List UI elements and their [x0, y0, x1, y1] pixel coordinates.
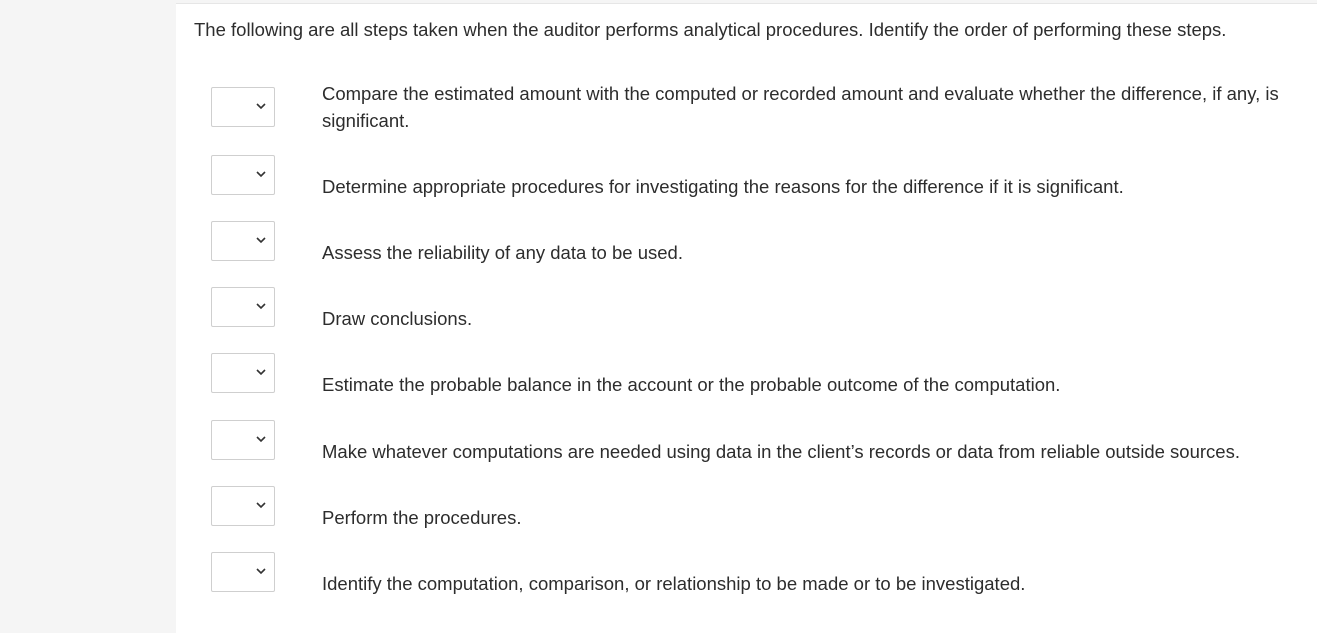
question-instructions: The following are all steps taken when the auditor performs analytical procedures. Identify the order of performing these steps.	[194, 19, 1227, 40]
order-dropdown[interactable]	[211, 552, 275, 592]
chevron-down-icon	[256, 500, 266, 510]
step-text: Make whatever computations are needed using data in the client’s records or data from reliable outside sources.	[322, 441, 1240, 462]
chevron-down-icon	[256, 235, 266, 245]
order-dropdown[interactable]	[211, 221, 275, 261]
chevron-down-icon	[256, 566, 266, 576]
question-panel	[176, 3, 1317, 633]
order-dropdown[interactable]	[211, 287, 275, 327]
step-text: Determine appropriate procedures for investigating the reasons for the difference if it is significant.	[322, 176, 1124, 197]
chevron-down-icon	[256, 169, 266, 179]
step-text: Compare the estimated amount with the computed or recorded amount and evaluate whether the difference, if any, is significant.	[322, 83, 1279, 131]
order-dropdown[interactable]	[211, 486, 275, 526]
step-text: Estimate the probable balance in the account or the probable outcome of the computation.	[322, 374, 1061, 395]
chevron-down-icon	[256, 434, 266, 444]
order-dropdown[interactable]	[211, 353, 275, 393]
step-text: Draw conclusions.	[322, 308, 473, 329]
chevron-down-icon	[256, 301, 266, 311]
order-dropdown[interactable]	[211, 155, 275, 195]
step-text: Identify the computation, comparison, or relationship to be made or to be investigated.	[322, 573, 1026, 594]
chevron-down-icon	[256, 367, 266, 377]
step-text: Assess the reliability of any data to be used.	[322, 242, 683, 263]
step-text: Perform the procedures.	[322, 507, 522, 528]
chevron-down-icon	[256, 101, 266, 111]
order-dropdown[interactable]	[211, 87, 275, 127]
order-dropdown[interactable]	[211, 420, 275, 460]
